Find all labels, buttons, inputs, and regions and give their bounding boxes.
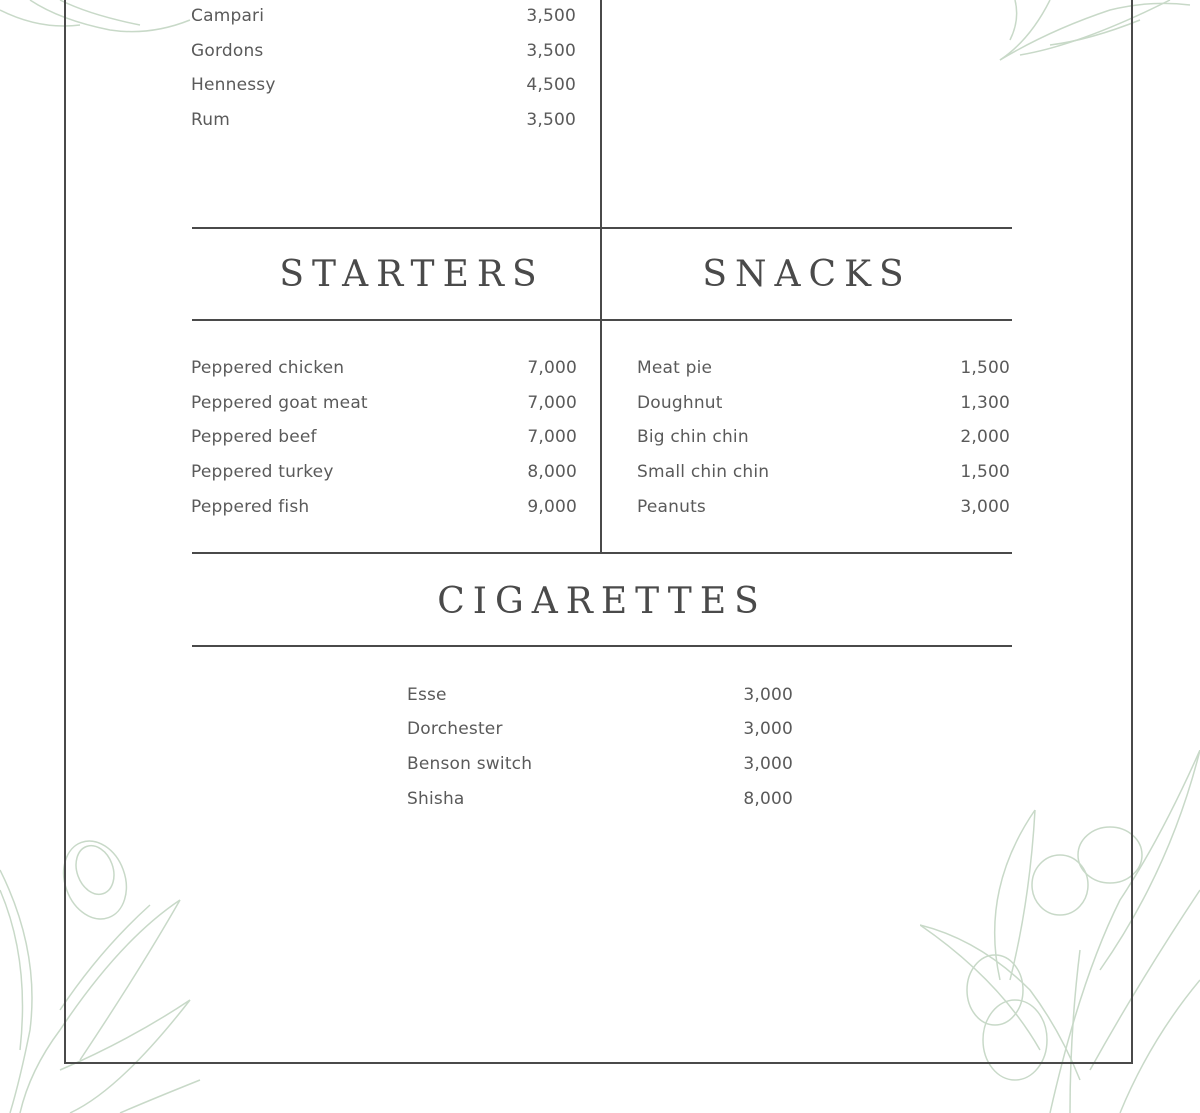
list-item xyxy=(191,107,576,133)
starters-top-rule xyxy=(192,227,1012,229)
item-name: Peanuts xyxy=(637,497,706,517)
item-price: 3,000 xyxy=(743,685,793,705)
item-price: 3,000 xyxy=(743,719,793,739)
list-item xyxy=(191,38,576,64)
list-item xyxy=(637,390,1010,416)
cigarettes-top-rule xyxy=(192,552,1012,554)
item-name: Rum xyxy=(191,110,230,130)
list-item xyxy=(637,355,1010,381)
item-price: 1,500 xyxy=(960,358,1010,378)
item-name: Doughnut xyxy=(637,393,723,413)
list-item xyxy=(191,355,577,381)
item-price: 1,500 xyxy=(960,462,1010,482)
item-name: Peppered chicken xyxy=(191,358,345,378)
list-item xyxy=(407,682,793,708)
list-item xyxy=(407,786,793,812)
cigarettes-heading: CIGARETTES xyxy=(437,581,767,622)
item-name: Peppered fish xyxy=(191,497,310,517)
snacks-heading: SNACKS xyxy=(702,254,912,295)
menu-border-frame xyxy=(64,0,1133,1064)
item-price: 7,000 xyxy=(527,393,577,413)
item-price: 9,000 xyxy=(527,497,577,517)
item-price: 1,300 xyxy=(960,393,1010,413)
item-price: 8,000 xyxy=(527,462,577,482)
item-price: 3,000 xyxy=(743,754,793,774)
item-name: Gordons xyxy=(191,41,264,61)
item-price: 3,500 xyxy=(526,110,576,130)
item-name: Hennessy xyxy=(191,75,276,95)
list-item xyxy=(191,494,577,520)
starters-heading: STARTERS xyxy=(279,254,545,295)
item-name: Benson switch xyxy=(407,754,533,774)
item-price: 7,000 xyxy=(527,358,577,378)
list-item xyxy=(191,459,577,485)
item-price: 3,500 xyxy=(526,6,576,26)
item-price: 2,000 xyxy=(960,427,1010,447)
item-price: 8,000 xyxy=(743,789,793,809)
cigarettes-bottom-rule xyxy=(192,645,1012,647)
item-name: Peppered goat meat xyxy=(191,393,368,413)
item-name: Meat pie xyxy=(637,358,713,378)
item-name: Peppered beef xyxy=(191,427,317,447)
list-item xyxy=(637,494,1010,520)
item-price: 4,500 xyxy=(526,75,576,95)
starters-bottom-rule xyxy=(192,319,1012,321)
item-name: Esse xyxy=(407,685,447,705)
list-item xyxy=(191,424,577,450)
item-name: Dorchester xyxy=(407,719,503,739)
item-name: Big chin chin xyxy=(637,427,749,447)
item-name: Shisha xyxy=(407,789,465,809)
list-item xyxy=(191,3,576,29)
item-price: 3,000 xyxy=(960,497,1010,517)
item-price: 7,000 xyxy=(527,427,577,447)
list-item xyxy=(407,751,793,777)
item-name: Peppered turkey xyxy=(191,462,334,482)
item-name: Campari xyxy=(191,6,265,26)
list-item xyxy=(407,716,793,742)
list-item xyxy=(191,72,576,98)
list-item xyxy=(637,424,1010,450)
item-name: Small chin chin xyxy=(637,462,770,482)
list-item xyxy=(637,459,1010,485)
item-price: 3,500 xyxy=(526,41,576,61)
list-item xyxy=(191,390,577,416)
